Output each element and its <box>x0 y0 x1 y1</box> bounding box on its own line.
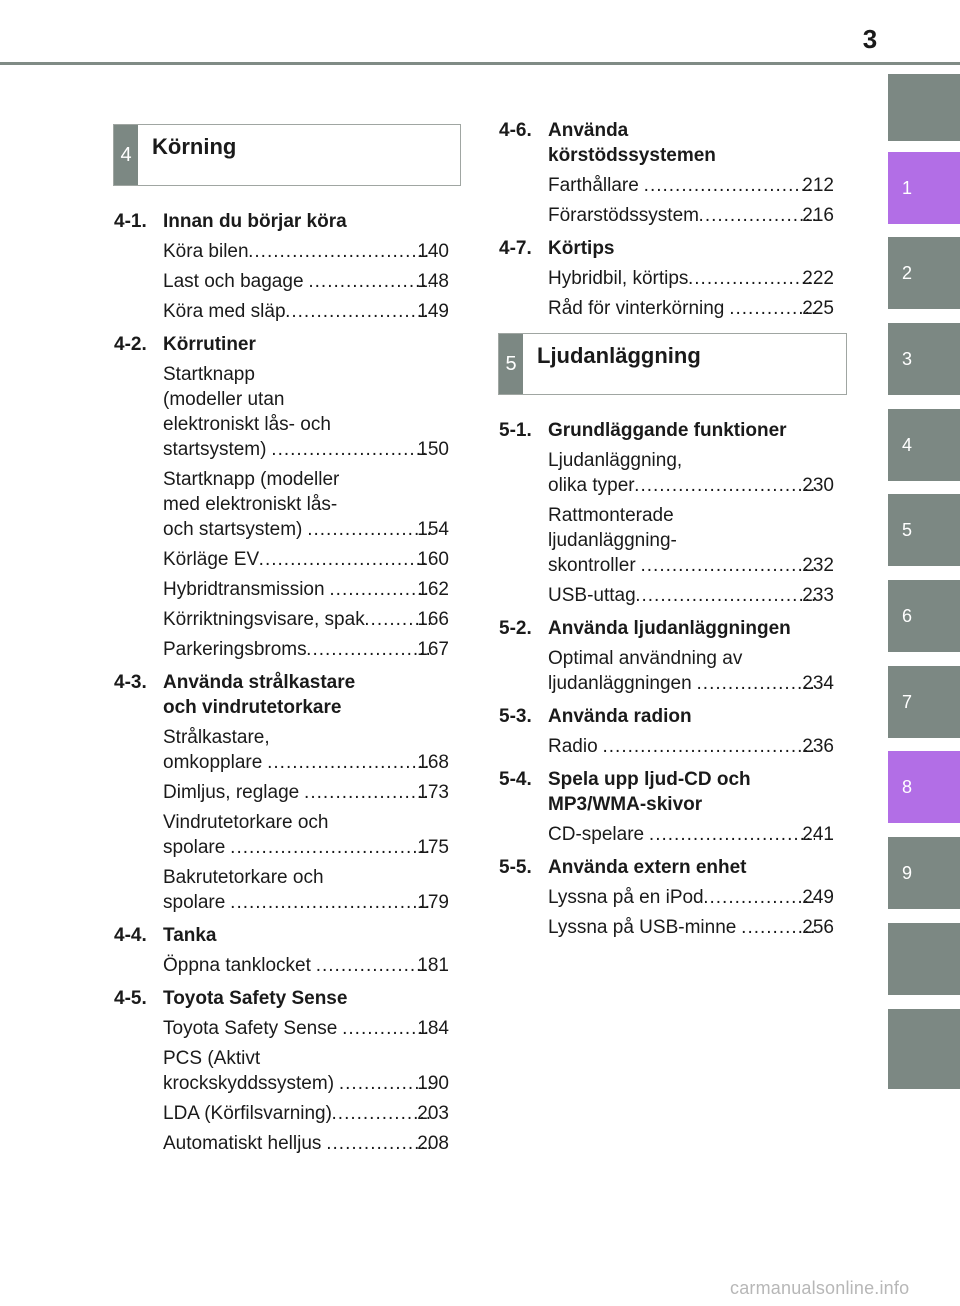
page-ref: 181 <box>417 955 449 976</box>
leader-dots <box>699 203 815 228</box>
page-ref: 234 <box>802 673 834 694</box>
chapter-heading <box>114 332 449 357</box>
toc-entry-line: Optimal användning av <box>548 648 743 669</box>
toc-entry-line: Strålkastare, <box>163 727 270 748</box>
toc-entry-title: olika typer <box>548 475 635 496</box>
toc-entry-line: ljudanläggning- <box>548 530 677 551</box>
toc-entry-text <box>163 1131 449 1156</box>
chapter-tab-8[interactable]: 8 <box>888 751 960 823</box>
toc-entry[interactable] <box>163 269 449 294</box>
chapter-tab-2[interactable]: 2 <box>888 237 960 309</box>
leader-dots <box>704 885 816 910</box>
section-header-audio <box>498 333 847 395</box>
chapter-title <box>548 767 834 817</box>
toc-entry-text <box>548 734 834 759</box>
toc-entry[interactable] <box>163 577 449 602</box>
chapter-tab-3[interactable]: 3 <box>888 323 960 395</box>
toc-entry[interactable] <box>548 822 834 847</box>
toc-entry-title: Körriktningsvisare, spak <box>163 609 365 630</box>
toc-entry[interactable] <box>548 915 834 940</box>
toc-entry-last-line <box>548 885 834 910</box>
toc-entry[interactable] <box>548 734 834 759</box>
toc-entry-last-line <box>163 269 449 294</box>
toc-entry-line: Startknapp <box>163 364 255 385</box>
toc-entry[interactable] <box>163 299 449 324</box>
page-ref: 175 <box>417 837 449 858</box>
toc-entry-text <box>163 637 449 662</box>
chapter-heading <box>499 616 834 641</box>
toc-entry-last-line <box>548 473 834 498</box>
toc-entry-line: Vindrutetorkare och <box>163 812 329 833</box>
toc-entry-title: spolare <box>163 892 231 913</box>
page-ref: 148 <box>417 271 449 292</box>
toc-entry-text <box>548 203 834 228</box>
toc-entry-line: Rattmonterade <box>548 505 674 526</box>
toc-entry-line: Bakrutetorkare och <box>163 867 324 888</box>
toc-entry[interactable] <box>163 547 449 572</box>
page-ref: 256 <box>802 917 834 938</box>
chapter-heading <box>499 855 834 880</box>
toc-entry[interactable] <box>548 583 834 608</box>
toc-entry[interactable] <box>163 810 449 860</box>
leader-dots <box>286 299 431 324</box>
toc-entry-text <box>163 725 449 775</box>
toc-entry-title: Förarstödssystem <box>548 205 699 226</box>
toc-entry-title: Råd för vinterkörning <box>548 298 730 319</box>
header-rule <box>0 62 960 65</box>
chapter-number: 4-5. <box>114 988 147 1009</box>
toc-entry-last-line <box>163 577 449 602</box>
toc-entry-last-line <box>163 1131 449 1156</box>
toc-entry-text <box>163 362 449 462</box>
leader-dots <box>259 547 430 572</box>
toc-entry-last-line <box>548 583 834 608</box>
chapter-title: Tanka <box>163 925 217 946</box>
toc-entry-line: PCS (Aktivt <box>163 1048 261 1069</box>
page-ref: 149 <box>417 301 449 322</box>
toc-entry-title: Last och bagage <box>163 271 309 292</box>
toc-entry[interactable] <box>163 1101 449 1126</box>
toc-entry-title: Toyota Safety Sense <box>163 1018 343 1039</box>
chapter-number: 4-7. <box>499 238 532 259</box>
toc-entry-title: Radio <box>548 736 603 757</box>
toc-entry-title: krockskyddssystem) <box>163 1073 340 1094</box>
toc-entry-last-line <box>548 203 834 228</box>
chapter-heading <box>114 986 449 1011</box>
toc-entry[interactable] <box>548 266 834 291</box>
toc-entry-text <box>163 810 449 860</box>
toc-entry-text <box>163 953 449 978</box>
page-ref: 208 <box>417 1133 449 1154</box>
chapter-heading <box>114 209 449 234</box>
toc-entry-title: Körläge EV <box>163 549 260 570</box>
page-ref: 160 <box>417 549 449 570</box>
page-ref: 249 <box>802 887 834 908</box>
toc-left-column <box>114 209 449 1156</box>
toc-entry-text <box>548 503 834 578</box>
toc-entry[interactable] <box>163 637 449 662</box>
leader-dots <box>327 1131 431 1156</box>
leader-dots <box>688 266 815 291</box>
toc-entry-title: skontroller <box>548 555 641 576</box>
page-ref: 222 <box>802 268 834 289</box>
chapter-number: 5-4. <box>499 769 532 790</box>
toc-entry-line: (modeller utan <box>163 389 285 410</box>
page-ref: 167 <box>417 639 449 660</box>
toc-entry-last-line <box>548 734 834 759</box>
chapter-title-line: Använda ljudanläggningen <box>548 618 791 639</box>
toc-entry[interactable] <box>163 607 449 632</box>
toc-entry-text <box>163 547 449 572</box>
toc-entry-last-line <box>548 822 834 847</box>
toc-entry[interactable] <box>548 173 834 198</box>
chapter-number: 5-5. <box>499 857 532 878</box>
toc-entry-text <box>548 915 834 940</box>
toc-entry-title: Dimljus, reglage <box>163 782 305 803</box>
toc-entry-title: spolare <box>163 837 231 858</box>
toc-entry-title: Hybridbil, körtips <box>548 268 689 289</box>
chapter-number: 5-1. <box>499 420 532 441</box>
toc-entry[interactable] <box>163 1046 449 1096</box>
toc-entry-last-line <box>548 915 834 940</box>
toc-entry[interactable] <box>548 885 834 910</box>
page-ref: 179 <box>417 892 449 913</box>
toc-entry-last-line <box>548 671 834 696</box>
chapter-title-line: Använda strålkastare <box>163 672 356 693</box>
chapter-title: Toyota Safety Sense <box>163 988 348 1009</box>
toc-entry-last-line <box>163 437 449 462</box>
chapter-number: 4-1. <box>114 211 147 232</box>
toc-entry[interactable] <box>163 865 449 915</box>
chapter-tab-4[interactable]: 4 <box>888 409 960 481</box>
page-ref: 184 <box>417 1018 449 1039</box>
toc-entry-last-line <box>163 953 449 978</box>
leader-dots <box>307 637 431 662</box>
toc-entry-last-line <box>163 299 449 324</box>
chapter-heading <box>114 923 449 948</box>
toc-entry-text <box>548 296 834 321</box>
toc-entry-last-line <box>548 296 834 321</box>
chapter-number: 4-3. <box>114 672 147 693</box>
chapter-title <box>548 236 834 261</box>
toc-entry-last-line <box>163 517 449 542</box>
leader-dots <box>316 953 430 978</box>
chapter-tab-blank-0[interactable] <box>888 74 960 141</box>
chapter-heading <box>499 236 834 261</box>
chapter-title-line: Använda <box>548 120 629 141</box>
toc-entry[interactable] <box>548 646 834 696</box>
chapter-title-line: körstödssystemen <box>548 145 716 166</box>
chapter-title: Innan du börjar köra <box>163 211 347 232</box>
chapter-heading <box>114 670 449 720</box>
toc-entry-title: Lyssna på en iPod <box>548 887 704 908</box>
toc-entry[interactable] <box>163 725 449 775</box>
page-ref: 232 <box>802 555 834 576</box>
toc-entry-title: LDA (Körfilsvarning) <box>163 1103 332 1124</box>
chapter-tab-6[interactable]: 6 <box>888 580 960 652</box>
chapter-tab-7[interactable]: 7 <box>888 666 960 738</box>
toc-entry-line: Ljudanläggning, <box>548 450 683 471</box>
toc-entry-text <box>163 577 449 602</box>
toc-entry-text <box>548 646 834 696</box>
page-ref: 233 <box>802 585 834 606</box>
toc-entry-text <box>163 865 449 915</box>
page-ref: 154 <box>417 519 449 540</box>
chapter-number: 4-4. <box>114 925 147 946</box>
leader-dots <box>636 583 816 608</box>
leader-dots <box>330 577 430 602</box>
toc-entry-last-line <box>163 780 449 805</box>
toc-entry-text <box>163 780 449 805</box>
toc-entry-text <box>163 1046 449 1096</box>
leader-dots <box>231 835 431 860</box>
toc-entry-last-line <box>163 1101 449 1126</box>
chapter-title <box>163 670 449 720</box>
toc-entry-last-line <box>163 1016 449 1041</box>
toc-entry-title: Lyssna på USB-minne <box>548 917 742 938</box>
leader-dots <box>641 553 815 578</box>
page-ref: 236 <box>802 736 834 757</box>
chapter-title-line: Använda extern enhet <box>548 857 747 878</box>
chapter-heading <box>499 704 834 729</box>
leader-dots <box>332 1101 430 1126</box>
chapter-title-line: Använda radion <box>548 706 692 727</box>
page-ref: 230 <box>802 475 834 496</box>
chapter-title <box>548 704 834 729</box>
toc-entry[interactable] <box>548 448 834 498</box>
page-ref: 173 <box>417 782 449 803</box>
chapter-title: Körrutiner <box>163 334 256 355</box>
toc-entry-text <box>163 1101 449 1126</box>
chapter-title <box>548 616 834 641</box>
toc-entry-last-line <box>548 173 834 198</box>
toc-entry-title: Köra bilen <box>163 241 249 262</box>
toc-right-column-bottom <box>499 418 834 940</box>
chapter-number: 5-2. <box>499 618 532 639</box>
leader-dots <box>644 173 815 198</box>
toc-entry-line: Startknapp (modeller <box>163 469 340 490</box>
toc-entry-last-line <box>163 835 449 860</box>
page-ref: 216 <box>802 205 834 226</box>
leader-dots <box>603 734 815 759</box>
leader-dots <box>249 239 431 264</box>
chapter-heading <box>499 767 834 817</box>
chapter-heading <box>499 118 834 168</box>
chapter-number: 4-2. <box>114 334 147 355</box>
toc-entry-title: omkopplare <box>163 752 268 773</box>
toc-right-column-top <box>499 118 834 321</box>
toc-entry[interactable] <box>163 467 449 542</box>
leader-dots <box>231 890 431 915</box>
toc-entry-last-line <box>548 266 834 291</box>
page-ref: 203 <box>417 1103 449 1124</box>
toc-entry-title: Farthållare <box>548 175 645 196</box>
toc-entry-title: ljudanläggningen <box>548 673 697 694</box>
watermark-text: carmanualsonline.info <box>730 1278 910 1298</box>
toc-entry[interactable] <box>163 1131 449 1156</box>
toc-entry-last-line <box>163 239 449 264</box>
toc-entry-line: med elektroniskt lås- <box>163 494 338 515</box>
chapter-title-line: MP3/WMA-skivor <box>548 794 703 815</box>
page-number: 3 <box>862 24 878 54</box>
page-ref: 168 <box>417 752 449 773</box>
leader-dots <box>697 671 815 696</box>
toc-entry[interactable] <box>548 503 834 578</box>
toc-entry-text <box>548 822 834 847</box>
leader-dots <box>635 473 816 498</box>
chapter-title <box>548 855 834 880</box>
toc-entry-title: Parkeringsbroms <box>163 639 307 660</box>
chapter-tab-blank-11[interactable] <box>888 1009 960 1089</box>
toc-entry-text <box>548 583 834 608</box>
chapter-title-line: och vindrutetorkare <box>163 697 342 718</box>
toc-entry-title: och startsystem) <box>163 519 308 540</box>
toc-entry-text <box>548 266 834 291</box>
toc-entry[interactable] <box>163 780 449 805</box>
leader-dots <box>305 780 431 805</box>
toc-entry-title: USB-uttag <box>548 585 636 606</box>
page-ref: 166 <box>417 609 449 630</box>
page-ref: 241 <box>802 824 834 845</box>
chapter-title-line: Körtips <box>548 238 615 259</box>
toc-entry-title: Hybridtransmission <box>163 579 330 600</box>
leader-dots <box>649 822 815 847</box>
chapter-number: 4-6. <box>499 120 532 141</box>
toc-entry[interactable] <box>548 296 834 321</box>
chapter-heading <box>499 418 834 443</box>
toc-entry[interactable] <box>163 1016 449 1041</box>
chapter-tab-blank-10[interactable] <box>888 923 960 995</box>
toc-entry-last-line <box>163 547 449 572</box>
section-number: 5 <box>499 334 523 394</box>
section-number: 4 <box>114 125 138 185</box>
toc-entry-last-line <box>163 750 449 775</box>
page-ref: 212 <box>802 175 834 196</box>
page-ref: 150 <box>417 439 449 460</box>
toc-entry-line: elektroniskt lås- och <box>163 414 331 435</box>
toc-entry-title: Öppna tanklocket <box>163 955 317 976</box>
chapter-title <box>548 118 834 168</box>
toc-entry-last-line <box>163 890 449 915</box>
toc-entry-last-line <box>163 607 449 632</box>
leader-dots <box>268 750 431 775</box>
toc-entry-text <box>163 239 449 264</box>
toc-entry[interactable] <box>163 953 449 978</box>
toc-entry[interactable] <box>163 239 449 264</box>
toc-entry-text <box>548 885 834 910</box>
toc-entry[interactable] <box>163 362 449 462</box>
toc-entry-text <box>163 1016 449 1041</box>
chapter-tab-9[interactable]: 9 <box>888 837 960 909</box>
toc-entry-title: startsystem) <box>163 439 272 460</box>
section-title: Ljudanläggning <box>537 343 701 368</box>
toc-entry-last-line <box>548 553 834 578</box>
chapter-number: 5-3. <box>499 706 532 727</box>
toc-entry-title: CD-spelare <box>548 824 650 845</box>
chapter-title-line: Grundläggande funktioner <box>548 420 787 441</box>
toc-entry-text <box>163 269 449 294</box>
section-title: Körning <box>152 134 237 159</box>
chapter-title-line: Spela upp ljud-CD och <box>548 769 751 790</box>
toc-entry-last-line <box>163 637 449 662</box>
toc-entry-title: Köra med släp <box>163 301 286 322</box>
chapter-tab-1[interactable]: 1 <box>888 152 960 224</box>
toc-entry-text <box>548 448 834 498</box>
toc-entry-title: Automatiskt helljus <box>163 1133 327 1154</box>
chapter-title <box>548 418 834 443</box>
toc-entry-text <box>163 299 449 324</box>
toc-entry-text <box>163 467 449 542</box>
leader-dots <box>308 517 431 542</box>
section-header-driving <box>113 124 461 186</box>
page-ref: 225 <box>802 298 834 319</box>
leader-dots <box>272 437 431 462</box>
page-ref: 190 <box>417 1073 449 1094</box>
chapter-tab-5[interactable]: 5 <box>888 494 960 566</box>
toc-entry-text <box>163 607 449 632</box>
page-ref: 140 <box>417 241 449 262</box>
toc-entry[interactable] <box>548 203 834 228</box>
page-ref: 162 <box>417 579 449 600</box>
toc-entry-text <box>548 173 834 198</box>
toc-entry-last-line <box>163 1071 449 1096</box>
leader-dots <box>309 269 431 294</box>
